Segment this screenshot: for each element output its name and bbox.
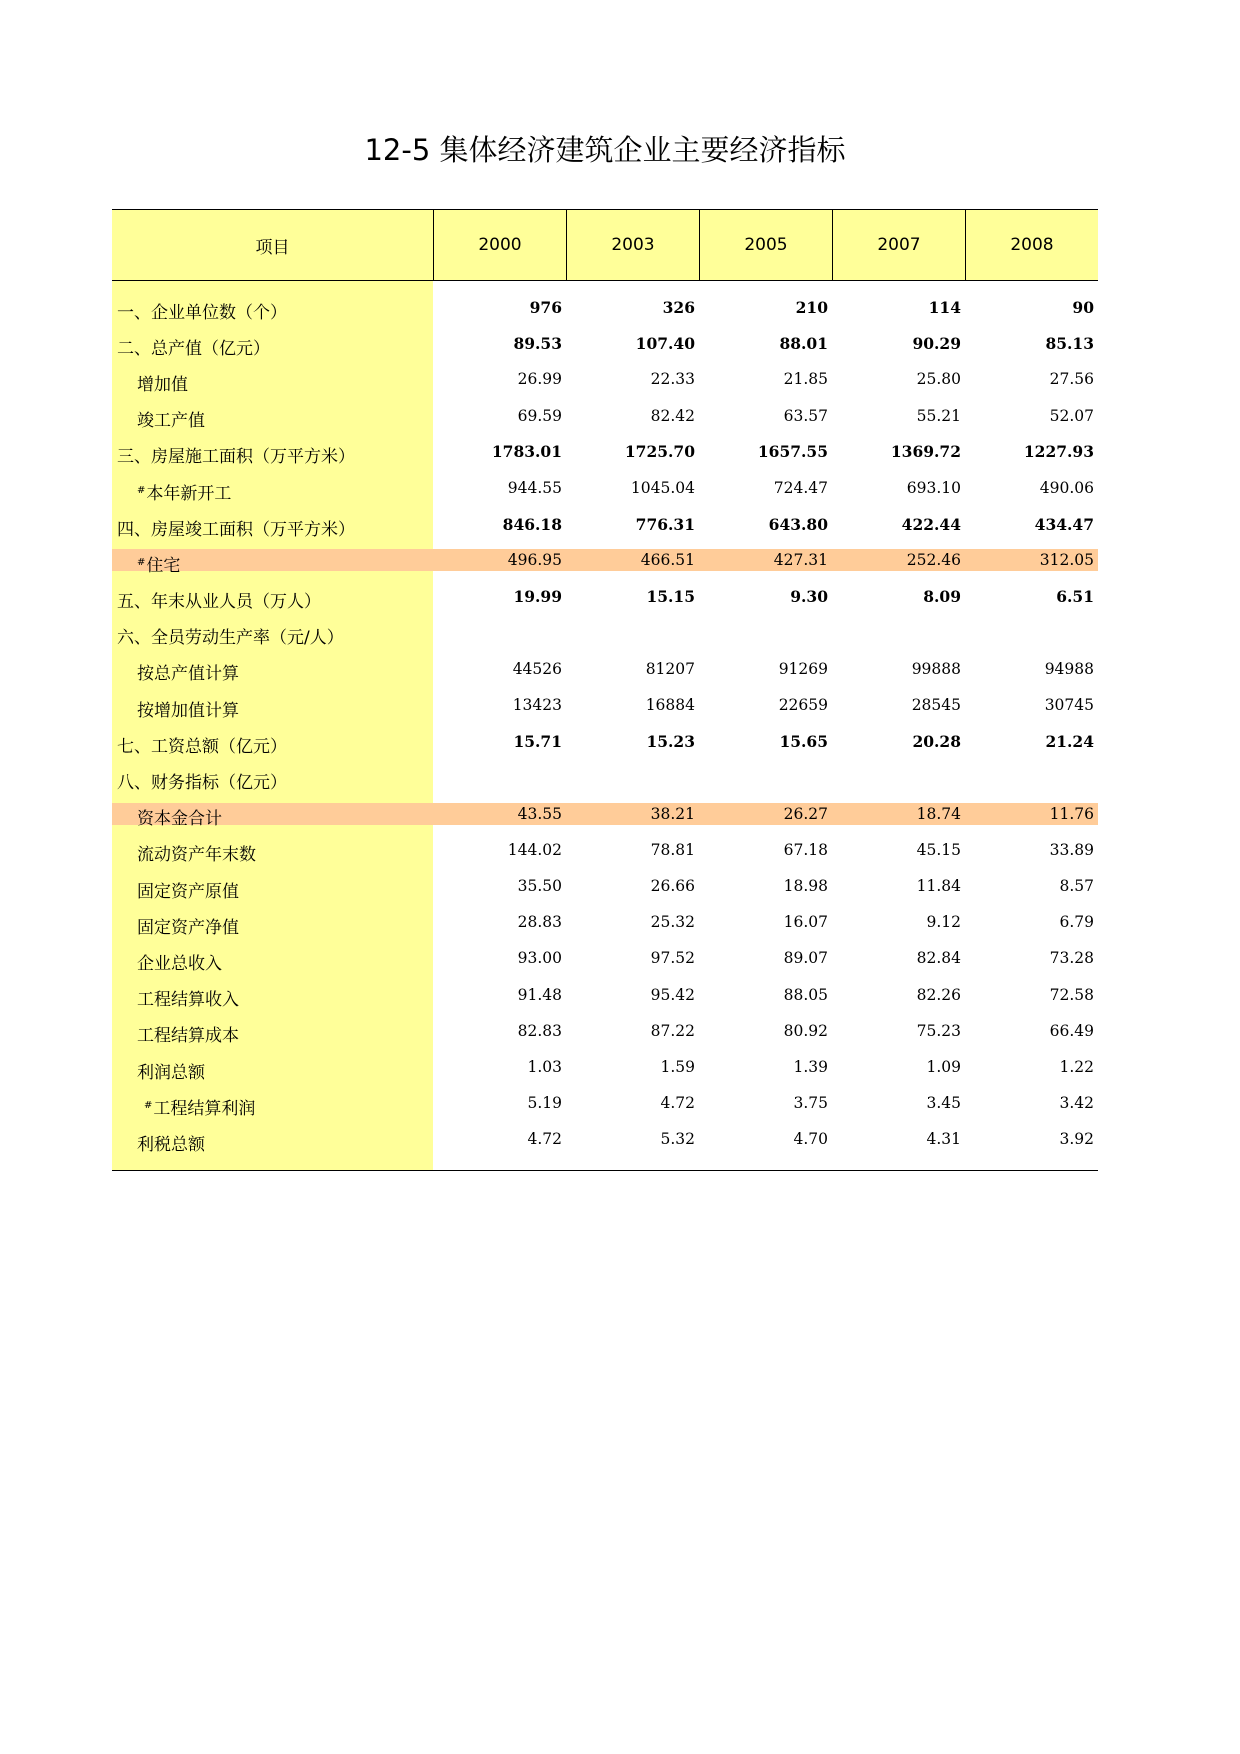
cell-2005: 1.39 — [793, 1058, 828, 1077]
cell-2008: 30745 — [1044, 696, 1094, 715]
table-row — [112, 470, 1098, 506]
cell-2003: 25.32 — [650, 913, 695, 932]
cell-2007: 1369.72 — [890, 442, 961, 462]
row-label-prefix: # — [137, 556, 146, 568]
cell-2000: 93.00 — [517, 949, 562, 968]
cell-2003: 95.42 — [650, 985, 695, 1004]
row-label — [112, 587, 433, 612]
cell-2005: 15.65 — [779, 731, 828, 751]
cell-2005: 18.98 — [783, 877, 828, 896]
cell-2000: 13423 — [512, 696, 562, 715]
cell-2000: 496.95 — [507, 551, 562, 570]
cell-2008: 434.47 — [1034, 514, 1094, 534]
table-row — [112, 1085, 1098, 1121]
cell-2008: 11.76 — [1049, 804, 1094, 823]
row-label-text: 工程结算成本 — [137, 1026, 239, 1047]
table-row — [112, 506, 1098, 542]
cell-2005: 9.30 — [790, 587, 828, 607]
cell-2000: 82.83 — [517, 1021, 562, 1040]
cell-2007: 82.26 — [916, 985, 961, 1004]
cell-2005: 210 — [795, 297, 828, 317]
row-label-text: 按总产值计算 — [137, 664, 239, 685]
cell-2005: 89.07 — [783, 949, 828, 968]
cell-2005: 80.92 — [783, 1021, 828, 1040]
cell-2000: 19.99 — [513, 587, 562, 607]
cell-2000: 4.72 — [527, 1130, 562, 1149]
cell-2005: 88.01 — [779, 333, 828, 353]
cell-2007: 25.80 — [916, 370, 961, 389]
header-year-2008: 2008 — [965, 210, 1098, 280]
row-label — [112, 551, 433, 576]
row-label — [112, 732, 433, 757]
table-row — [112, 832, 1098, 868]
cell-2003: 776.31 — [635, 514, 695, 534]
cell-2000: 15.71 — [513, 731, 562, 751]
cell-2007: 1.09 — [926, 1058, 961, 1077]
cell-2003: 16884 — [645, 696, 695, 715]
cell-2003: 22.33 — [650, 370, 695, 389]
cell-2000: 26.99 — [517, 370, 562, 389]
page-title: 12-5 集体经济建筑企业主要经济指标 — [364, 133, 846, 167]
cell-2003: 326 — [662, 297, 695, 317]
cell-2003: 1045.04 — [630, 479, 695, 498]
cell-2007: 82.84 — [916, 949, 961, 968]
row-label — [112, 1058, 433, 1083]
row-label — [112, 298, 433, 323]
table-row — [112, 904, 1098, 940]
cell-2005: 26.27 — [783, 804, 828, 823]
row-label-text: 一、企业单位数（个） — [117, 302, 287, 323]
header-year-2005: 2005 — [699, 210, 832, 280]
cell-2003: 466.51 — [640, 551, 695, 570]
cell-2003: 82.42 — [650, 406, 695, 425]
cell-2008: 21.24 — [1045, 731, 1094, 751]
table-row — [112, 723, 1098, 759]
row-label — [112, 696, 433, 721]
cell-2000: 1.03 — [527, 1058, 562, 1077]
row-label — [112, 1094, 433, 1119]
table-row — [112, 325, 1098, 361]
row-label-text: 按增加值计算 — [137, 700, 239, 721]
cell-2005: 427.31 — [773, 551, 828, 570]
cell-2008: 6.79 — [1059, 913, 1094, 932]
row-label-text: 利润总额 — [137, 1062, 205, 1083]
cell-2008: 33.89 — [1049, 840, 1094, 859]
cell-2003: 5.32 — [660, 1130, 695, 1149]
cell-2005: 643.80 — [768, 514, 828, 534]
cell-2000: 28.83 — [517, 913, 562, 932]
cell-2005: 21.85 — [783, 370, 828, 389]
cell-2007: 422.44 — [901, 514, 961, 534]
cell-2008: 85.13 — [1045, 333, 1094, 353]
row-label-text: 四、房屋竣工面积（万平方米） — [117, 519, 355, 540]
row-label-text: 固定资产原值 — [137, 881, 239, 902]
row-label-text: 资本金合计 — [137, 809, 222, 830]
table-row — [112, 1049, 1098, 1085]
table-row — [112, 549, 1098, 576]
table-row — [112, 1013, 1098, 1049]
cell-2003: 15.23 — [646, 731, 695, 751]
cell-2003: 38.21 — [650, 804, 695, 823]
cell-2008: 1227.93 — [1023, 442, 1094, 462]
cell-2003: 4.72 — [660, 1094, 695, 1113]
cell-2000: 44526 — [512, 659, 562, 678]
cell-2007: 8.09 — [923, 587, 961, 607]
cell-2000: 1783.01 — [491, 442, 562, 462]
row-label — [112, 913, 433, 938]
row-label-text: 增加值 — [137, 374, 188, 395]
cell-2008: 1.22 — [1059, 1058, 1094, 1077]
row-label — [112, 406, 433, 431]
table-row — [112, 687, 1098, 723]
cell-2005: 3.75 — [793, 1094, 828, 1113]
row-label-text: 七、工资总额（亿元） — [117, 736, 287, 757]
cell-2005: 67.18 — [783, 840, 828, 859]
cell-2005: 63.57 — [783, 406, 828, 425]
cell-2000: 35.50 — [517, 877, 562, 896]
row-label-text: 本年新开工 — [146, 483, 232, 504]
table-row — [112, 289, 1098, 325]
row-label — [112, 334, 433, 359]
cell-2005: 22659 — [778, 696, 828, 715]
row-label — [112, 442, 433, 467]
table-header — [112, 209, 1098, 281]
row-label-text: 利税总额 — [137, 1134, 205, 1155]
row-label-text: 竣工产值 — [137, 411, 205, 432]
row-label-text: 五、年末从业人员（万人） — [117, 592, 321, 613]
table-row — [112, 868, 1098, 904]
row-label — [112, 370, 433, 395]
cell-2003: 1725.70 — [624, 442, 695, 462]
header-year-2000: 2000 — [433, 210, 566, 280]
cell-2007: 99888 — [911, 659, 961, 678]
cell-2005: 91269 — [778, 659, 828, 678]
cell-2008: 90 — [1072, 297, 1094, 317]
cell-2008: 66.49 — [1049, 1021, 1094, 1040]
table-row — [112, 651, 1098, 687]
cell-2008: 312.05 — [1039, 551, 1094, 570]
cell-2007: 4.31 — [926, 1130, 961, 1149]
cell-2007: 45.15 — [916, 840, 961, 859]
cell-2007: 252.46 — [906, 551, 961, 570]
row-label-text: 八、财务指标（亿元） — [117, 773, 287, 794]
cell-2005: 1657.55 — [757, 442, 828, 462]
cell-2007: 75.23 — [916, 1021, 961, 1040]
row-label — [112, 659, 433, 684]
row-label — [112, 840, 433, 865]
cell-2005: 4.70 — [793, 1130, 828, 1149]
cell-2008: 3.92 — [1059, 1130, 1094, 1149]
cell-2007: 28545 — [911, 696, 961, 715]
table-row — [112, 361, 1098, 397]
cell-2008: 27.56 — [1049, 370, 1094, 389]
cell-2007: 114 — [928, 297, 961, 317]
row-label — [112, 949, 433, 974]
cell-2007: 55.21 — [916, 406, 961, 425]
cell-2000: 144.02 — [507, 840, 562, 859]
row-label — [112, 985, 433, 1010]
table-row — [112, 1121, 1098, 1157]
cell-2007: 3.45 — [926, 1094, 961, 1113]
table-row — [112, 759, 1098, 795]
cell-2008: 73.28 — [1049, 949, 1094, 968]
table-row — [112, 434, 1098, 470]
row-label-text: 六、全员劳动生产率（元/人） — [117, 628, 344, 649]
cell-2008: 52.07 — [1049, 406, 1094, 425]
cell-2007: 11.84 — [916, 877, 961, 896]
table-row — [112, 579, 1098, 615]
row-label — [112, 623, 433, 648]
row-label-text: 固定资产净值 — [137, 917, 239, 938]
cell-2000: 5.19 — [527, 1094, 562, 1113]
cell-2008: 490.06 — [1039, 479, 1094, 498]
cell-2007: 9.12 — [926, 913, 961, 932]
row-label-text: 三、房屋施工面积（万平方米） — [117, 447, 355, 468]
row-label-text: 工程结算利润 — [153, 1098, 256, 1119]
cell-2003: 1.59 — [660, 1058, 695, 1077]
cell-2000: 846.18 — [502, 514, 562, 534]
cell-2003: 97.52 — [650, 949, 695, 968]
row-label — [112, 515, 433, 540]
cell-2008: 94988 — [1044, 659, 1094, 678]
cell-2005: 88.05 — [783, 985, 828, 1004]
cell-2003: 81207 — [645, 659, 695, 678]
row-label-text: 工程结算收入 — [137, 990, 239, 1011]
indicator-table — [112, 209, 1098, 1171]
row-label — [112, 479, 433, 504]
cell-2005: 16.07 — [783, 913, 828, 932]
row-label-prefix: # — [144, 1099, 153, 1111]
row-label-prefix: # — [137, 484, 146, 496]
header-year-2007: 2007 — [832, 210, 965, 280]
cell-2008: 3.42 — [1059, 1094, 1094, 1113]
table-row — [112, 398, 1098, 434]
row-label — [112, 1130, 433, 1155]
row-label-text: 企业总收入 — [137, 953, 222, 974]
row-label — [112, 768, 433, 793]
cell-2000: 69.59 — [517, 406, 562, 425]
row-label — [112, 1021, 433, 1046]
table-body — [112, 281, 1098, 1171]
row-label-text: 流动资产年末数 — [137, 845, 256, 866]
header-item: 项目 — [255, 237, 290, 258]
cell-2005: 724.47 — [773, 479, 828, 498]
cell-2003: 87.22 — [650, 1021, 695, 1040]
row-label-text: 二、总产值（亿元） — [117, 338, 270, 359]
table-row — [112, 940, 1098, 976]
table-row — [112, 803, 1098, 830]
cell-2008: 72.58 — [1049, 985, 1094, 1004]
cell-2000: 976 — [529, 297, 562, 317]
cell-2007: 693.10 — [906, 479, 961, 498]
row-label — [112, 804, 433, 829]
header-year-2003: 2003 — [566, 210, 699, 280]
cell-2000: 43.55 — [517, 804, 562, 823]
table-row — [112, 615, 1098, 651]
row-label-text: 住宅 — [146, 555, 181, 576]
row-label — [112, 877, 433, 902]
table-row — [112, 977, 1098, 1013]
cell-2000: 944.55 — [507, 479, 562, 498]
cell-2003: 78.81 — [650, 840, 695, 859]
cell-2008: 6.51 — [1056, 587, 1094, 607]
cell-2003: 15.15 — [646, 587, 695, 607]
cell-2000: 89.53 — [513, 333, 562, 353]
cell-2000: 91.48 — [517, 985, 562, 1004]
cell-2007: 18.74 — [916, 804, 961, 823]
cell-2007: 20.28 — [912, 731, 961, 751]
cell-2003: 107.40 — [635, 333, 695, 353]
cell-2008: 8.57 — [1059, 877, 1094, 896]
cell-2003: 26.66 — [650, 877, 695, 896]
cell-2007: 90.29 — [912, 333, 961, 353]
